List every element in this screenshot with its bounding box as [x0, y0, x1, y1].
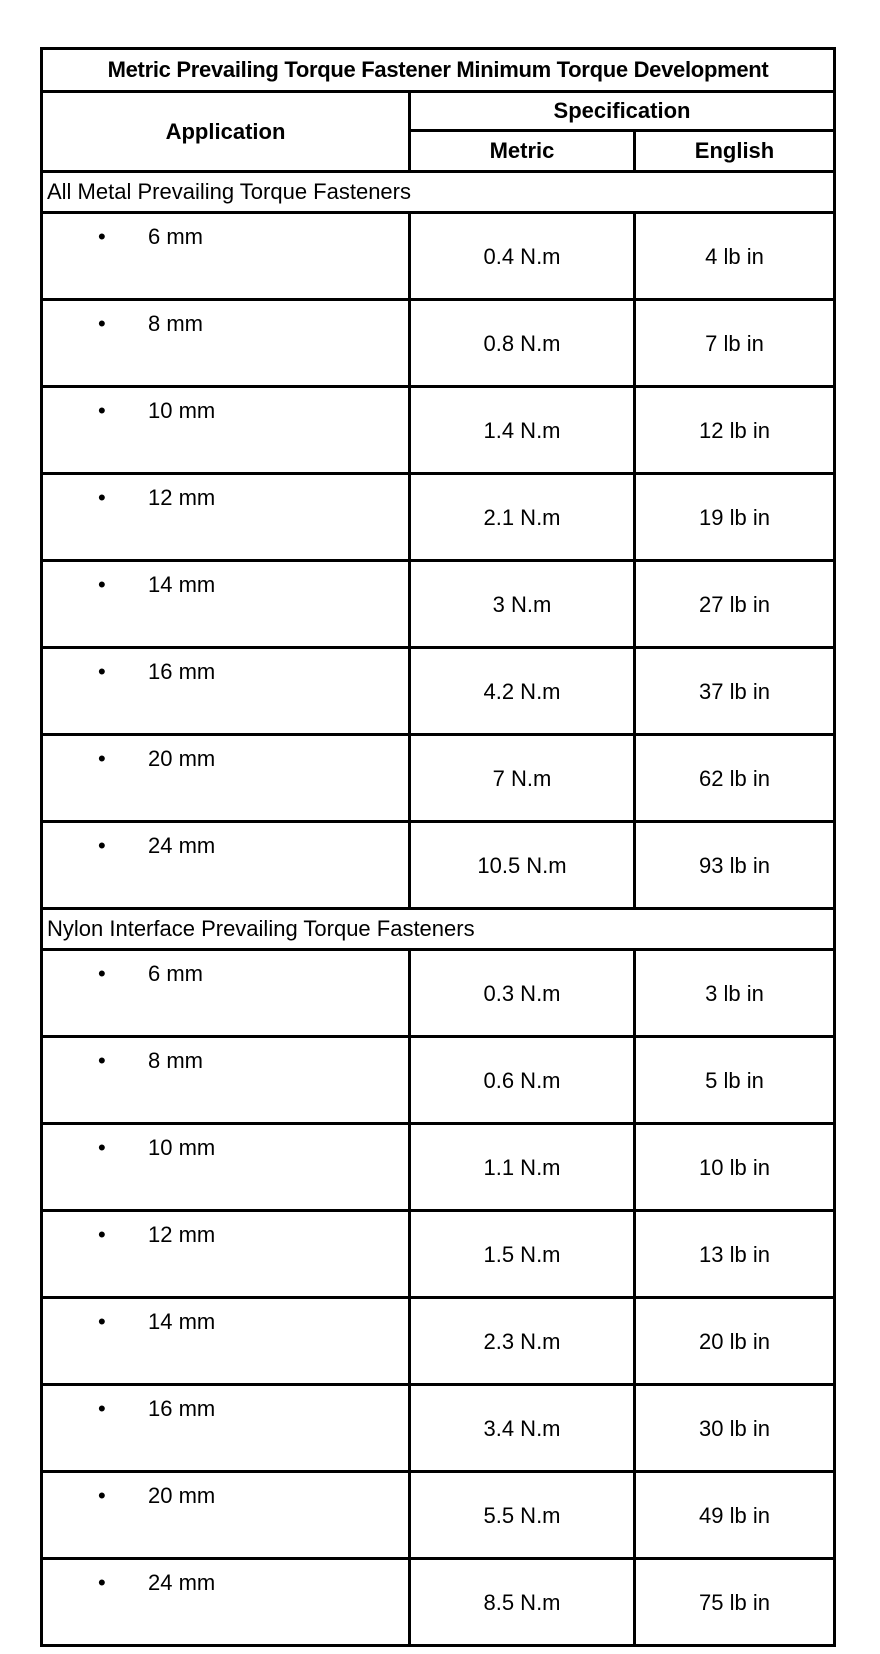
english-value: 10 lb in — [635, 1124, 835, 1211]
bullet-icon: • — [98, 833, 106, 858]
application-cell — [42, 1211, 410, 1298]
application-cell — [42, 1559, 410, 1646]
fastener-size: 8 mm — [148, 1048, 203, 1073]
application-cell — [42, 213, 410, 300]
table-title: Metric Prevailing Torque Fastener Minimum Torque Development — [42, 49, 835, 92]
table-row — [42, 1037, 835, 1124]
metric-value: 1.5 N.m — [410, 1211, 635, 1298]
application-cell — [42, 1037, 410, 1124]
table-row — [42, 1124, 835, 1211]
english-value: 20 lb in — [635, 1298, 835, 1385]
bullet-icon: • — [98, 1309, 106, 1334]
metric-value: 4.2 N.m — [410, 648, 635, 735]
metric-value: 7 N.m — [410, 735, 635, 822]
table-row — [42, 561, 835, 648]
section-label: Nylon Interface Prevailing Torque Fasteners — [42, 909, 835, 950]
torque-spec-table — [40, 47, 836, 1647]
english-value: 13 lb in — [635, 1211, 835, 1298]
english-value: 5 lb in — [635, 1037, 835, 1124]
metric-value: 0.8 N.m — [410, 300, 635, 387]
english-value: 37 lb in — [635, 648, 835, 735]
bullet-icon: • — [98, 659, 106, 684]
english-value: 62 lb in — [635, 735, 835, 822]
application-cell — [42, 387, 410, 474]
fastener-size: 14 mm — [148, 572, 216, 597]
table-row — [42, 213, 835, 300]
fastener-size: 16 mm — [148, 659, 216, 684]
table-row — [42, 648, 835, 735]
english-value: 4 lb in — [635, 213, 835, 300]
section-row — [42, 172, 835, 213]
table-row — [42, 1559, 835, 1646]
application-cell — [42, 735, 410, 822]
table-row — [42, 387, 835, 474]
english-value: 75 lb in — [635, 1559, 835, 1646]
bullet-icon: • — [98, 1048, 106, 1073]
fastener-size: 20 mm — [148, 746, 216, 771]
english-value: 7 lb in — [635, 300, 835, 387]
metric-value: 1.4 N.m — [410, 387, 635, 474]
english-value: 93 lb in — [635, 822, 835, 909]
table-row — [42, 300, 835, 387]
table-row — [42, 1385, 835, 1472]
english-value: 30 lb in — [635, 1385, 835, 1472]
english-value: 19 lb in — [635, 474, 835, 561]
fastener-size: 12 mm — [148, 1222, 216, 1247]
bullet-icon: • — [98, 224, 106, 249]
fastener-size: 24 mm — [148, 1570, 216, 1595]
fastener-size: 12 mm — [148, 485, 216, 510]
fastener-size: 20 mm — [148, 1483, 216, 1508]
table-row — [42, 474, 835, 561]
bullet-icon: • — [98, 1570, 106, 1595]
english-value: 3 lb in — [635, 950, 835, 1037]
metric-value: 0.3 N.m — [410, 950, 635, 1037]
table-row — [42, 735, 835, 822]
application-cell — [42, 822, 410, 909]
table-row — [42, 1472, 835, 1559]
bullet-icon: • — [98, 485, 106, 510]
section-label: All Metal Prevailing Torque Fasteners — [42, 172, 835, 213]
fastener-size: 10 mm — [148, 1135, 216, 1160]
table-row — [42, 1211, 835, 1298]
bullet-icon: • — [98, 311, 106, 336]
application-cell — [42, 1385, 410, 1472]
metric-value: 8.5 N.m — [410, 1559, 635, 1646]
fastener-size: 10 mm — [148, 398, 216, 423]
application-cell — [42, 1124, 410, 1211]
bullet-icon: • — [98, 1222, 106, 1247]
metric-value: 1.1 N.m — [410, 1124, 635, 1211]
fastener-size: 6 mm — [148, 961, 203, 986]
section-row — [42, 909, 835, 950]
english-header: English — [635, 131, 835, 172]
bullet-icon: • — [98, 572, 106, 597]
bullet-icon: • — [98, 1483, 106, 1508]
bullet-icon: • — [98, 746, 106, 771]
application-cell — [42, 561, 410, 648]
application-cell — [42, 474, 410, 561]
english-value: 27 lb in — [635, 561, 835, 648]
metric-value: 10.5 N.m — [410, 822, 635, 909]
specification-header: Specification — [410, 92, 835, 131]
application-cell — [42, 950, 410, 1037]
metric-value: 0.6 N.m — [410, 1037, 635, 1124]
fastener-size: 6 mm — [148, 224, 203, 249]
fastener-size: 16 mm — [148, 1396, 216, 1421]
metric-value: 2.3 N.m — [410, 1298, 635, 1385]
english-value: 49 lb in — [635, 1472, 835, 1559]
bullet-icon: • — [98, 398, 106, 423]
fastener-size: 8 mm — [148, 311, 203, 336]
metric-value: 3 N.m — [410, 561, 635, 648]
table-body — [42, 172, 835, 1646]
application-cell — [42, 1298, 410, 1385]
application-cell — [42, 1472, 410, 1559]
fastener-size: 24 mm — [148, 833, 216, 858]
metric-value: 2.1 N.m — [410, 474, 635, 561]
table-row — [42, 950, 835, 1037]
bullet-icon: • — [98, 961, 106, 986]
metric-value: 3.4 N.m — [410, 1385, 635, 1472]
table-row — [42, 1298, 835, 1385]
metric-value: 5.5 N.m — [410, 1472, 635, 1559]
fastener-size: 14 mm — [148, 1309, 216, 1334]
application-cell — [42, 648, 410, 735]
english-value: 12 lb in — [635, 387, 835, 474]
metric-header: Metric — [410, 131, 635, 172]
bullet-icon: • — [98, 1396, 106, 1421]
bullet-icon: • — [98, 1135, 106, 1160]
metric-value: 0.4 N.m — [410, 213, 635, 300]
application-header: Application — [42, 92, 410, 172]
table-row — [42, 822, 835, 909]
application-cell — [42, 300, 410, 387]
